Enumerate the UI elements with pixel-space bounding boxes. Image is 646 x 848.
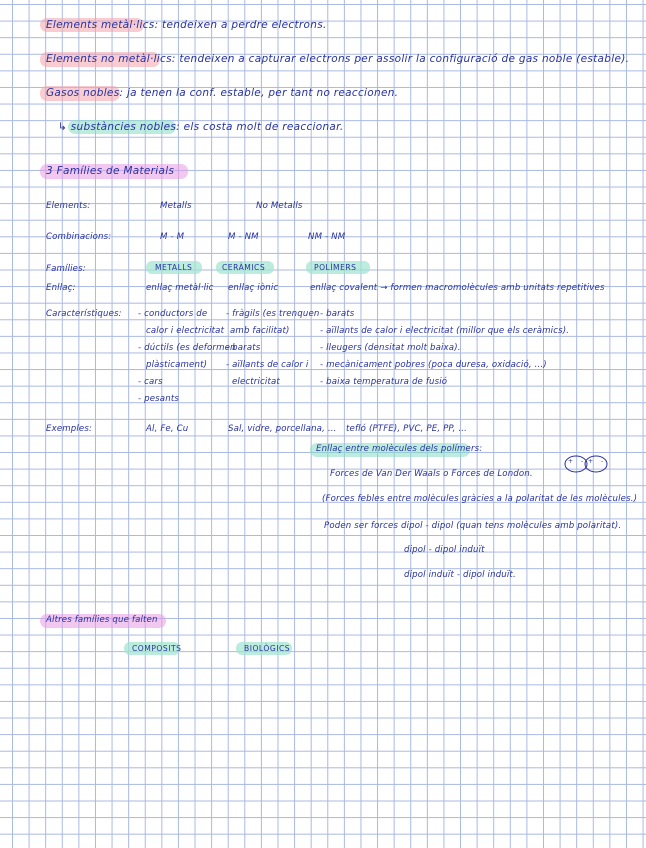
label-elements: Elements: <box>46 201 91 211</box>
family-composites: COMPOSITS <box>132 644 182 653</box>
combination-mnm: M - NM <box>228 232 259 242</box>
bond-metallic: enllaç metàl·lic <box>146 283 214 293</box>
svg-text:-: - <box>581 458 584 465</box>
elements-metals: Metalls <box>160 201 192 211</box>
examples-ceramics: Sal, vidre, porcellana, ... <box>228 424 337 434</box>
section-title: 3 Famílies de Materials <box>46 165 175 177</box>
metal-prop-6: - pesants <box>138 394 179 404</box>
elements-nonmetals: No Metalls <box>256 201 303 211</box>
combination-mm: M - M <box>160 232 185 242</box>
metal-prop-4: plàsticament) <box>146 360 208 370</box>
svg-text:-: - <box>601 458 604 465</box>
polymer-note-line-3: Poden ser forces dipol - dipol (quan tens molècules amb polaritat). <box>324 521 622 531</box>
label-combinations: Combinacions: <box>46 232 112 242</box>
arrow-glyph: ↳ <box>58 121 68 133</box>
metal-prop-2: calor i electricitat <box>146 326 225 336</box>
polymer-note-line-4: dipol - dipol induït <box>404 545 485 555</box>
label-families: Famílies: <box>46 264 86 274</box>
polymer-prop-2: - aïllants de calor i electricitat (millor que els ceràmics). <box>320 326 570 336</box>
metal-prop-1: - conductors de <box>138 309 208 319</box>
intro-line-4: ↳ substàncies nobles: els costa molt de reaccionar. <box>58 121 344 133</box>
family-biologics: BIOLÒGICS <box>244 644 291 653</box>
polymer-prop-3: - lleugers (densitat molt baixa). <box>320 343 461 353</box>
polymer-note-line-1: Forces de Van Der Waals o Forces de London. <box>330 469 533 479</box>
intro-line-1: Elements metàl·lics: tendeixen a perdre electrons. <box>46 19 327 31</box>
polymer-note-line-2: (Forces febles entre molècules gràcies a la polaritat de les molècules.) <box>322 494 638 504</box>
ceramic-prop-4: - aïllants de calor i <box>226 360 309 370</box>
bond-ionic: enllaç iònic <box>228 283 279 293</box>
polymer-prop-5: - baixa temperatura de fusió <box>320 377 448 387</box>
label-properties: Característiques: <box>46 309 122 319</box>
metal-prop-3: - dúctils (es deformen <box>138 343 236 353</box>
ceramic-prop-2: amb facilitat) <box>230 326 290 336</box>
polymer-prop-1: - barats <box>320 309 355 319</box>
svg-text:+: + <box>588 458 594 465</box>
bond-covalent: enllaç covalent → formen macromolècules amb unitats repetitives <box>310 283 605 293</box>
polymer-prop-4: - mecànicament pobres (poca duresa, oxidació, ...) <box>320 360 547 370</box>
family-metals: METALLS <box>155 263 193 272</box>
label-bond: Enllaç: <box>46 283 76 293</box>
dipole-molecules-drawing <box>558 451 618 479</box>
intro-line-3: Gasos nobles: ja tenen la conf. estable, per tant no reaccionen. <box>46 87 399 99</box>
svg-text:+: + <box>568 458 574 465</box>
examples-metals: Al, Fe, Cu <box>146 424 189 434</box>
metal-prop-5: - cars <box>138 377 163 387</box>
family-ceramics: CERÀMICS <box>222 263 266 272</box>
combination-nmnm: NM - NM <box>308 232 346 242</box>
ceramic-prop-3: - barats <box>226 343 261 353</box>
other-families-title: Altres famílies que falten <box>46 615 158 625</box>
ceramic-prop-5: electricitat <box>232 377 280 387</box>
polymer-note-line-5: dipol induït - dipol induït. <box>404 570 516 580</box>
intro-line-2: Elements no metàl·lics: tendeixen a capturar electrons per assolir la configuració de gas noble (estable). <box>46 53 630 65</box>
label-examples: Exemples: <box>46 424 93 434</box>
polymer-note-title: Enllaç entre molècules dels polímers: <box>316 444 483 454</box>
examples-polymers: tefló (PTFE), PVC, PE, PP, ... <box>346 424 467 434</box>
ceramic-prop-1: - fràgils (es trenquen <box>226 309 320 319</box>
family-polymers: POLÍMERS <box>314 263 357 272</box>
